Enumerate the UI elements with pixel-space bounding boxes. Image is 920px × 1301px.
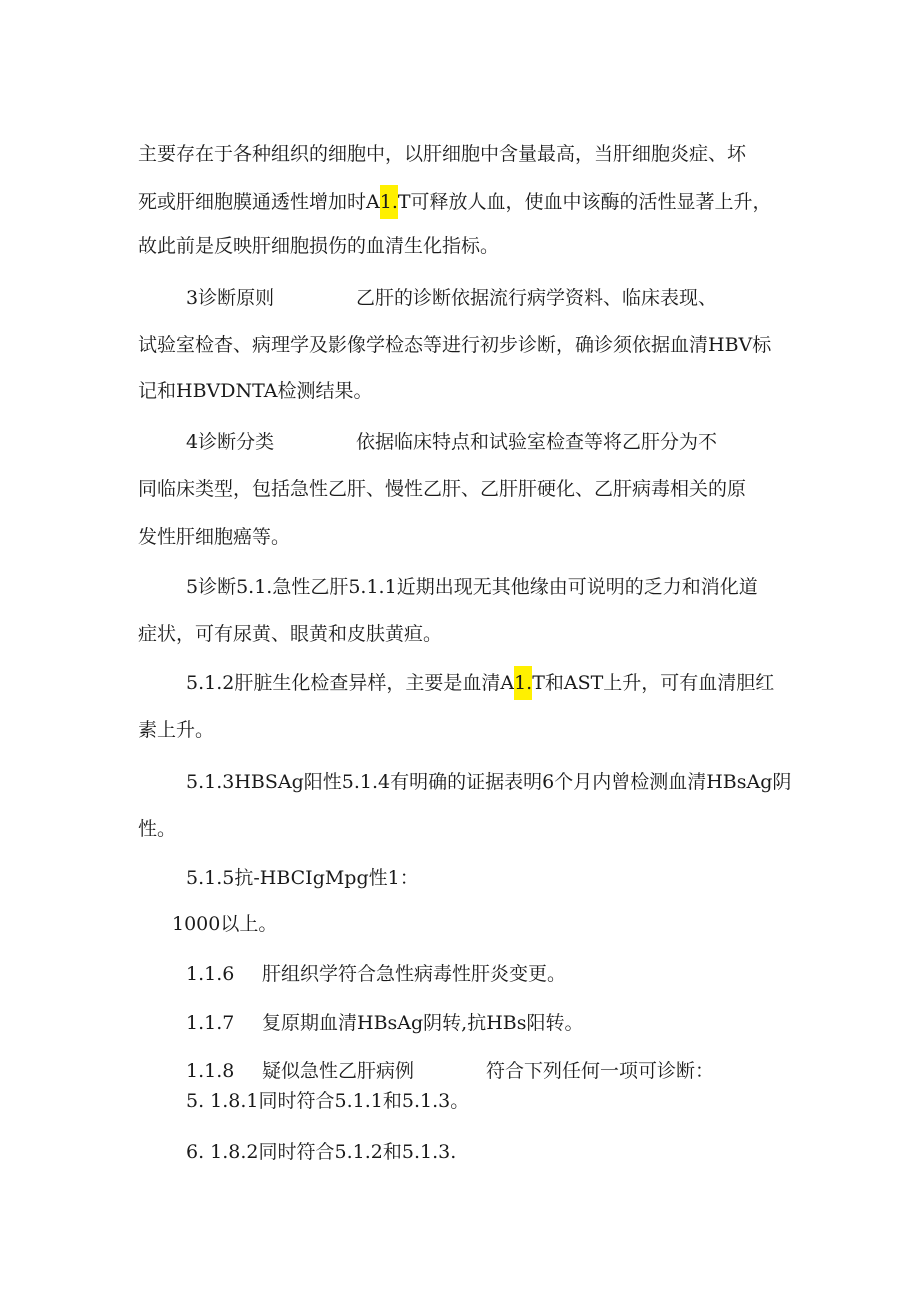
body-text-line: 1000以上。 [172, 913, 278, 935]
body-text-line: 乙肝的诊断依据流行病学资料、临床表现、 [356, 287, 718, 309]
item-number: 1.1.8 [186, 1060, 235, 1082]
text-segment: T和AST上升，可有血清胆红 [532, 672, 775, 694]
body-text-line: 肝组织学符合急性病毒性肝炎变更。 [262, 963, 567, 985]
body-text-line: 5.1.5抗-HBCIgMpg性1： [186, 867, 419, 889]
body-text-line: 记和HBVDNTA检测结果。 [138, 380, 373, 402]
text-segment: T可释放人血，使血中该酶的活性显著上升， [397, 191, 772, 213]
item-number: 1.1.6 [186, 963, 235, 985]
body-text-line: 症状，可有尿黄、眼黄和皮肤黄疸。 [138, 623, 443, 645]
section-heading: 3诊断原则 [186, 287, 275, 309]
body-text-line: 依据临床特点和试验室检查等将乙肝分为不 [356, 431, 718, 453]
text-segment: 死或肝细胞膜通透性增加时A [138, 191, 380, 213]
body-text-line: 故此前是反映肝细胞损伤的血清生化指标。 [138, 235, 500, 257]
text-segment: 5.1.2肝脏生化检查异样，主要是血清A [186, 672, 515, 694]
body-text-line [186, 671, 774, 695]
body-text-line: 发性肝细胞癌等。 [138, 526, 291, 548]
body-text-line: 5诊断5.1.急性乙肝5.1.1近期出现无其他缘由可说明的乏力和消化道 [186, 576, 758, 598]
highlighted-text: 1. [514, 666, 532, 700]
body-text-line: 6. 1.8.2同时符合5.1.2和5.1.3. [186, 1141, 457, 1163]
body-text-line: 5. 1.8.1同时符合5.1.1和5.1.3。 [186, 1090, 470, 1112]
item-number: 1.1.7 [186, 1012, 235, 1034]
body-text-line: 同临床类型，包括急性乙肝、慢性乙肝、乙肝肝硬化、乙肝病毒相关的原 [138, 478, 747, 500]
body-text-line: 5.1.3HBSAg阳性5.1.4有明确的证据表明6个月内曾检测血清HBsAg阴 [186, 771, 792, 793]
body-text-line [138, 190, 772, 214]
highlighted-text: 1. [380, 185, 398, 219]
body-text-line: 疑似急性乙肝病例 [262, 1060, 415, 1082]
body-text-line: 符合下列任何一项可诊断： [486, 1060, 715, 1082]
body-text-line: 主要存在于各种组织的细胞中，以肝细胞中含量最高，当肝细胞炎症、坏 [138, 143, 747, 165]
section-heading: 4诊断分类 [186, 431, 275, 453]
body-text-line: 性。 [138, 818, 177, 840]
body-text-line: 素上升。 [138, 719, 215, 741]
body-text-line: 复原期血清HBsAg阴转,抗HBs阳转。 [262, 1012, 584, 1034]
body-text-line: 试验室检杳、病理学及影像学检态等进行初步诊断，确诊须依据血清HBV标 [138, 334, 772, 356]
